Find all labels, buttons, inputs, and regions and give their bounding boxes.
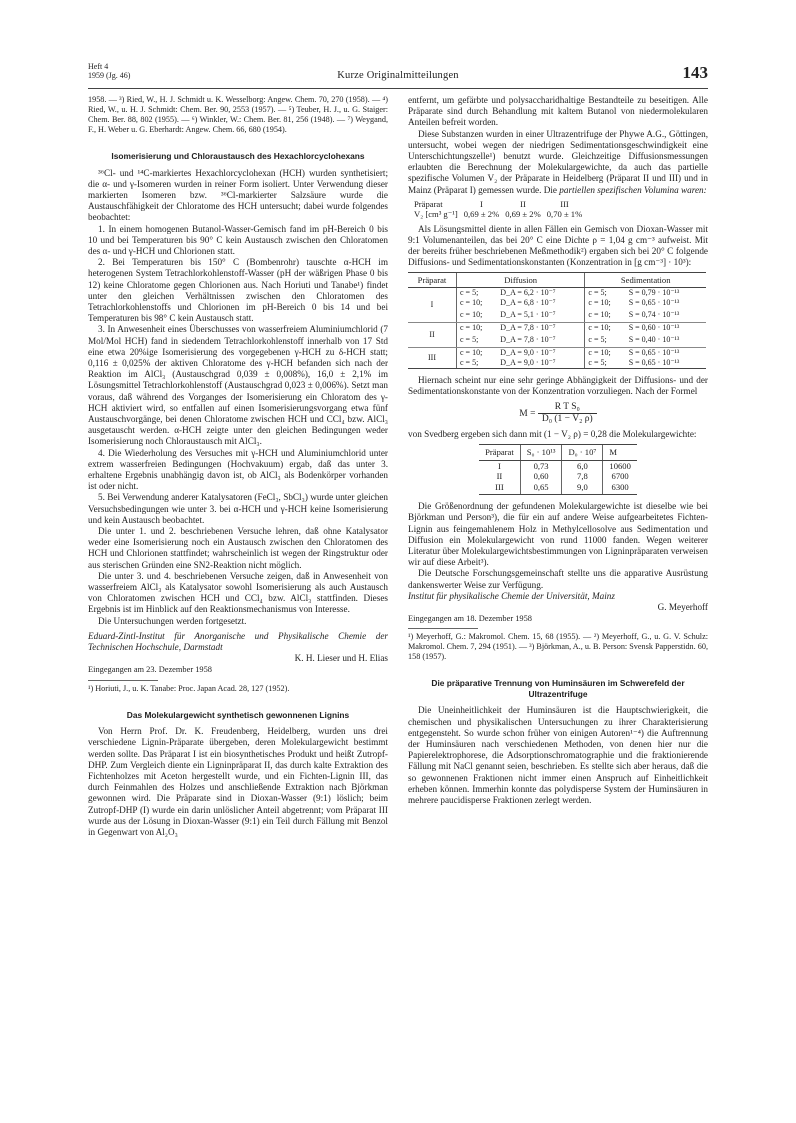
table-cell: 9,0 xyxy=(562,482,603,495)
affiliation: Institut für physikalische Chemie der Universität, Mainz xyxy=(408,590,615,601)
table-cell: III xyxy=(560,198,569,209)
table-cell: S = 0,65 · 10⁻¹³ xyxy=(626,358,706,369)
formula-denominator: D₀ (1 − V₂ ρ) xyxy=(541,413,593,424)
table-cell: D_A = 7,8 · 10⁻⁷ xyxy=(497,333,585,348)
table-cell: 0,70 ± 1% xyxy=(546,209,583,220)
table-cell: c = 10; xyxy=(585,323,626,334)
volume-table xyxy=(414,199,588,220)
svedberg-formula xyxy=(408,402,708,425)
left-column xyxy=(88,95,388,838)
table-cell: D_A = 9,0 · 10⁻⁷ xyxy=(497,358,585,369)
table-header: Präparat xyxy=(479,445,520,461)
paragraph-italic: partiellen spezifischen Volumina waren: xyxy=(559,184,707,195)
table-cell: S = 0,65 · 10⁻¹³ xyxy=(628,298,680,308)
right-column xyxy=(408,95,708,806)
table-cell: D_A = 7,8 · 10⁻⁷ xyxy=(500,323,556,333)
journal-section: Kurze Originalmitteilungen xyxy=(337,70,459,81)
table-cell: 6,0 xyxy=(562,460,603,471)
table-cell: II xyxy=(496,471,503,482)
table-cell: S = 0,60 · 10⁻¹³ xyxy=(628,323,680,333)
authors: G. Meyerhoff xyxy=(657,601,708,612)
table-cell: c = 5; xyxy=(457,358,498,369)
table-cell: c = 5; xyxy=(457,333,498,348)
table-cell: c = 10; xyxy=(457,348,498,359)
references-continued: 1958. — ³) Ried, W., H. J. Schmidt u. K. Wesselborg: Angew. Chem. 70, 270 (1958). — ⁴) Ried, W., u. H. J. Schmidt: Chem. Ber. 90, 2553 (1957). — ⁵) Teuber, H. J., u. G. Staiger: Chem. Ber. 88, 802 (1955). — ⁶) Winkler, W.: Chem. Ber. 81, 256 (1948). — ⁷) Weygand, F., H. Weber u. G. Eberhardt: Angew. Chem. 66, 680 (1954). xyxy=(88,95,388,134)
table-cell: 0,69 ± 2% xyxy=(505,209,541,220)
table-cell: c = 10; xyxy=(585,348,626,359)
table-cell: D_A = 5,1 · 10⁻⁷ xyxy=(497,308,585,323)
table-cell: 10600 xyxy=(603,460,637,471)
formula-lhs: M = xyxy=(519,408,536,419)
preparation-label: III xyxy=(408,348,457,369)
table-row xyxy=(408,288,706,299)
section-title-lignin: Das Molekulargewicht synthetisch gewonnenen Lignins xyxy=(126,709,350,720)
paragraph: Die Größenordnung der gefundenen Molekulargewichte ist dieselbe wie bei Björkman und Person³), die für ein auf andere Weise aufgearbeitetes Fichten-Lignin aus feingemahlenem Holz in Methylcellosolve aus Sedimentation und Diffusion ein Molekulargewicht von rund 11000 fanden. Wegen weiterer Literatur über Molekulargewichtsbestimmungen von Ligninpräparaten verweisen wir auf diese Arbeit³). xyxy=(408,501,708,568)
section-title-huminsaeuren: Die präparative Trennung von Huminsäuren im Schwerefeld der Ultrazentrifuge xyxy=(431,678,685,699)
table-cell: V₂ [cm³ g⁻¹] xyxy=(414,209,458,220)
paragraph-text: Diese Substanzen wurden in einer Ultrazentrifuge der Phywe A.G., Göttingen, untersucht, wobei wegen der niedrigen Sedimentationsgeschwindigkeit eine Unterschichtungszelle¹) benutzt wurde. Gleichzeitige Diffusionsmessungen erlaubten die Berechnung der Molekulargewichte, da auch das partielle spezifische Volumen V₂ der Präparate in Heidelberg (Präparat II und III) und in Mainz (Präparat I) gemessen wurde. Die xyxy=(408,128,708,195)
table-cell: D_A = 6,2 · 10⁻⁷ xyxy=(500,288,556,298)
table-cell: 0,73 xyxy=(520,460,562,471)
preparation-label: II xyxy=(408,323,457,348)
table-cell: D_A = 6,8 · 10⁻⁷ xyxy=(500,298,556,308)
formula-numerator: R T S₀ xyxy=(538,402,597,414)
table-cell: II xyxy=(520,198,526,209)
table-cell: c = 10; xyxy=(457,323,498,334)
paragraph: Die unter 3. und 4. beschriebenen Versuche zeigen, daß in Anwesenheit von wasserfreiem AlCl₃ als Katalysator sowohl Isomerisierung als auch Austausch von Chloratomen zwischen HCH und CCl₄ bzw. AlCl₃ stattfinden. Dieses Ergebnis ist im Hinblick auf den Reaktionsmechanismus von Interesse. xyxy=(88,570,388,615)
paragraph: 1. In einem homogenen Butanol-Wasser-Gemisch fand im pH-Bereich 0 bis 10 und bei Temperaturen bis 90° C kein Austausch zwischen den Chloratomen des α- und γ-HCH und Chlorionen statt. xyxy=(88,223,388,256)
table-cell: S = 0,40 · 10⁻¹³ xyxy=(626,333,706,348)
table-header: M xyxy=(603,445,637,461)
table-cell: 6700 xyxy=(603,471,637,482)
formula-fraction xyxy=(538,402,597,425)
table-cell: III xyxy=(479,482,520,495)
table-cell: c = 5; xyxy=(457,288,498,299)
table-cell: Präparat xyxy=(414,198,443,209)
table-cell: c = 5; xyxy=(585,288,626,299)
paragraph: Die Deutsche Forschungsgemeinschaft stellte uns die apparative Ausrüstung dankenswerter Weise zur Verfügung. xyxy=(408,568,708,590)
table-cell: c = 5; xyxy=(585,358,626,369)
authors: K. H. Lieser und H. Elias xyxy=(294,653,388,664)
table-row xyxy=(408,323,706,334)
footnote-divider xyxy=(88,680,158,681)
page-header xyxy=(88,62,708,89)
page-number: 143 xyxy=(682,63,708,82)
table-cell: c = 5; xyxy=(585,333,626,348)
table-cell: S = 0,74 · 10⁻¹³ xyxy=(626,308,706,323)
issue-number: Heft 4 xyxy=(88,62,109,71)
footnote-divider xyxy=(408,628,478,629)
paragraph: Die unter 1. und 2. beschriebenen Versuche lehren, daß ohne Katalysator weder eine Isomerisierung noch ein Austausch zwischen den Chloratomen des HCH und Chlorionen stattfindet; wahrscheinlich ist wegen der Ringstruktur oder aus sterischen Gründen eine SN2-Reaktion nicht möglich. xyxy=(88,526,388,570)
preparation-label: I xyxy=(408,288,457,323)
table-cell: S = 0,79 · 10⁻¹³ xyxy=(628,288,680,298)
table-row xyxy=(408,348,706,359)
table-header: S₀ · 10¹³ xyxy=(520,445,562,461)
table-cell: D_A = 9,0 · 10⁻⁷ xyxy=(500,348,556,358)
affiliation: Eduard-Zintl-Institut für Anorganische und Physikalische Chemie der Technischen Hochschule, Darmstadt xyxy=(88,630,388,653)
table-cell: I xyxy=(480,198,483,209)
paragraph: 2. Bei Temperaturen bis 150° C (Bombenrohr) tauschte α-HCH im heterogenen System Tetrachlorkohlenstoff-Wasser (pH der wäßrigen Phase 0 bis 12) keine Chloratome gegen Chlorionen aus. Nach Horiuti und Tanabe¹) findet unter den gleichen Verhältnissen zwischen den Chloratomen des Tetrachlorkohlenstoffs und Chlorionen im pH-Bereich 0 bis 14 und bei Temperaturen bis 98° C kein Austausch statt. xyxy=(88,257,388,324)
paragraph: entfernt, um gefärbte und polysaccharidhaltige Bestandteile zu beseitigen. Alle Präparate sind durch Behandlung mit kaltem Butanol von niedermolekularen Anteilen befreit worden. xyxy=(408,95,708,128)
molecular-weight-table xyxy=(479,444,637,495)
paragraph xyxy=(408,129,708,196)
diffusion-sedimentation-table xyxy=(408,272,706,370)
paragraph: ³⁶Cl- und ¹⁴C-markiertes Hexachlorcyclohexan (HCH) wurden synthetisiert; die α- und γ-Isomeren wurden in reiner Form isoliert. Unter Verwendung dieser markierten Isomeren bzw. ³⁶Cl-markierter Salzsäure wurde die Austauschfähigkeit der Chloratome des HCH untersucht; dabei wurde folgendes beobachtet: xyxy=(88,167,388,223)
table-cell: 7,8 xyxy=(562,471,603,482)
paragraph: 5. Bei Verwendung anderer Katalysatoren (FeCl₃, SbCl₃) wurde unter gleichen Versuchsbedingungen wie unter 3. bei α-HCH und γ-HCH keine Isomerisierung und kein Austausch beobachtet. xyxy=(88,492,388,525)
paragraph: Die Untersuchungen werden fortgesetzt. xyxy=(98,615,247,626)
table-header: Sedimentation xyxy=(585,272,706,288)
table-cell: 0,60 xyxy=(520,471,562,482)
table-cell: 0,69 ± 2% xyxy=(463,209,500,220)
table-cell: 0,65 xyxy=(520,482,562,495)
received-date: Eingegangen am 23. Dezember 1958 xyxy=(88,665,212,675)
paragraph: 4. Die Wiederholung des Versuches mit γ-HCH und Aluminiumchlorid unter extrem wasserfreien Bedingungen (Hochvakuum) ergab, daß das unter 3. erhaltene Ergebnis unabhängig davon ist, ob AlCl₃ als Bodenkörper vorhanden ist oder nicht. xyxy=(88,447,388,492)
paragraph: Hiernach scheint nur eine sehr geringe Abhängigkeit der Diffusions- und der Sedimentationskonstante von der Konzentration vorzuliegen. Nach der Formel xyxy=(408,375,708,397)
table-cell: 6300 xyxy=(603,482,637,495)
paragraph: Die Uneinheitlichkeit der Huminsäuren ist die Hauptschwierigkeit, die chemischen und physikalischen Untersuchungen zu ihrer Charakterisierung entgegensteht. So wurde schon früher von einigen Autoren¹⁻⁴) die Auftrennung der Huminsäuren nach verschiedenen Methoden, von denen hier nur die Papierelektrophorese, die Adsorptionschromatographie und die fraktionierende Fällung mit NaCl genannt seien, beschrieben. Es stellte sich aber heraus, daß die so gewonnenen Fraktionen nicht immer einen Anspruch auf Einheitlichkeit erheben können. Immerhin konnte das polydisperse System der Huminsäuren in mehrere paucidisperse Fraktionen zerlegt werden. xyxy=(408,705,708,806)
table-cell: c = 10; xyxy=(585,308,626,323)
paragraph: 3. In Anwesenheit eines Überschusses von wasserfreiem Aluminiumchlorid (7 Mol/Mol HCH) fand in siedendem Tetrachlorkohlenstoff innerhalb von 17 Std eine etwa 20%ige Isomerisierung des vorgegebenen γ-HCH zu δ-HCH statt; 0,116 ± 0,025% der aktiven Chloratome des γ-HCH befanden sich nach der Reaktion im AlCl₃ (Austauschgrad 0,039 ± 0,008%), 16,0 ± 2,1% im Lösungsmittel Tetrachlorkohlenstoff (Austauschgrad 0,023 ± 0,006%). Setzt man voraus, daß während des Vorganges der Isomerisierung ein Chloratom des γ-HCH aktiviert wird, so entfallen auf einen Isomerisierungsvorgang etwa fünf Austauschvorgänge, bei denen Chloratome zwischen HCH und CCl₄ bzw. AlCl₃ ausgetauscht werden. α-HCH zeigte unter den gleichen Bedingungen weder Isomerisierung noch Chloraustausch mit AlCl₃. xyxy=(88,324,388,447)
table-header: D₀ · 10⁷ xyxy=(562,445,603,461)
table-cell: I xyxy=(497,460,501,471)
paragraph: Von Herrn Prof. Dr. K. Freudenberg, Heidelberg, wurden uns drei verschiedene Lignin-Präparate übergeben, deren Molekulargewicht bestimmt werden sollte. Das Präparat I ist ein biosynthetisches Produkt und heißt Zutropf-DHP. Zum Vergleich diente ein Ligninpräparat II, das durch kalte Extraktion des Fichtenholzes mit Aceton hergestellt wurde, und ein Fichten-Lignin III, das durch Feinmahlen des Holzes und anschließende Extraktion nach Björkman gewonnen wird. Die Präparate sind in Dioxan-Wasser (9:1) löslich; beim Zutropf-DHP (I) wurde ein darin unlöslicher Anteil abgetrennt; vom Präparat III wurde aus der Lösung in Dioxan-Wasser (9:1) ein Teil durch Fällung mit Benzol in Gegenwart von Al₂O₃ xyxy=(88,726,388,837)
paragraph: Als Lösungsmittel diente in allen Fällen ein Gemisch von Dioxan-Wasser mit 9:1 Volumenanteilen, das bei 20° C eine Dichte ρ = 1,04 g cm⁻³ aufweist. Mit der bereits früher beschriebenen Meßmethodik²) ergaben sich bei 20° C folgende Diffusions- und Sedimentationskonstanten (Konzentration in [g cm⁻³] · 10³): xyxy=(408,223,708,268)
paragraph: von Svedberg ergeben sich dann mit (1 − V₂ ρ) = 0,28 die Molekulargewichte: xyxy=(408,428,697,439)
table-cell: c = 10; xyxy=(457,298,498,308)
received-date: Eingegangen am 18. Dezember 1958 xyxy=(408,614,532,624)
section-title-hch: Isomerisierung und Chloraustausch des Hexachlorcyclohexans xyxy=(111,151,365,161)
table-cell: c = 10; xyxy=(457,308,498,323)
table-header: Diffusion xyxy=(457,272,585,288)
footnote: ¹) Meyerhoff, G.: Makromol. Chem. 15, 68 (1955). — ²) Meyerhoff, G., u. G. V. Schulz: Makromol. Chem. 7, 294 (1951). — ³) Björkman, A., u. B. Person: Svensk Papperstidn. 60, 158 (1957). xyxy=(408,632,708,662)
table-header: Präparat xyxy=(408,272,457,288)
table-cell: S = 0,65 · 10⁻¹³ xyxy=(628,348,680,358)
table-cell: c = 10; xyxy=(585,298,626,308)
footnote: ¹) Horiuti, J., u. K. Tanabe: Proc. Japan Acad. 28, 127 (1952). xyxy=(88,683,290,693)
issue-year: 1959 (Jg. 46) xyxy=(88,71,131,80)
